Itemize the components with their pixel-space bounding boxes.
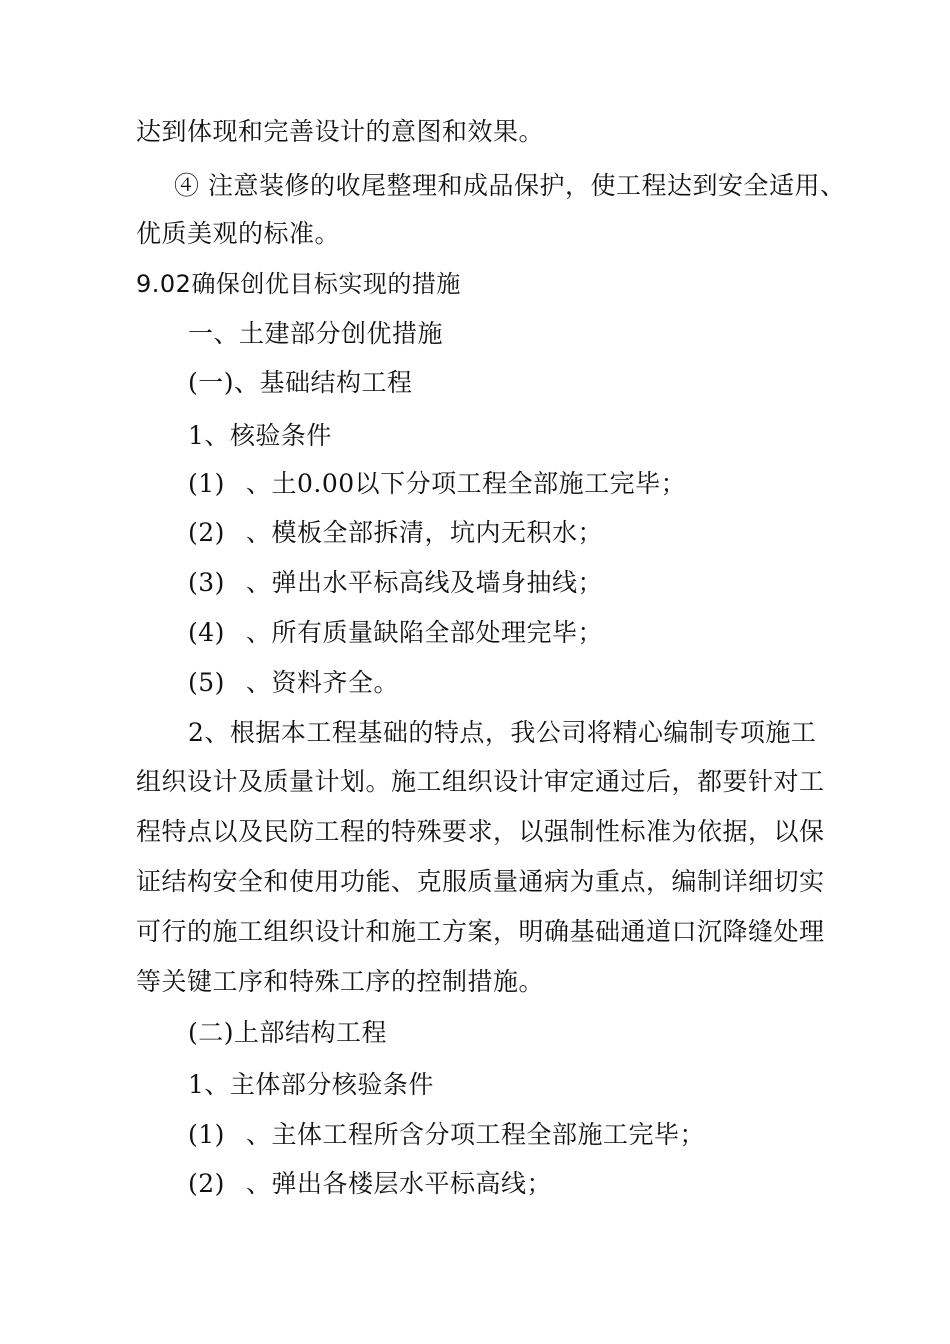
list-item [188,667,399,699]
paragraph-line: 2、根据本工程基础的特点，我公司将精心编制专项施工 [188,718,817,747]
subsection-heading: (一)、基础结构工程 [188,368,413,397]
item-heading: 1、主体部分核验条件 [188,1070,434,1099]
list-item [188,567,603,599]
list-item-4: ④ 注意装修的收尾整理和成品保护，使工程达到安全适用、 [174,171,846,200]
paragraph-line: 优质美观的标准。 [136,219,341,248]
item-heading: 1、核验条件 [188,421,332,450]
list-marker: (3) [188,568,225,597]
list-marker: (2) [188,1169,225,1198]
list-marker: (1) [188,469,225,498]
list-item-text: 、弹出水平标高线及墙身抽线； [246,568,604,597]
list-item-text: 、土0.00以下分项工程全部施工完毕； [246,469,687,498]
list-marker: (1) [188,1120,225,1149]
list-marker: (5) [188,668,225,697]
paragraph-line: 组织设计及质量计划。施工组织设计审定通过后，都要针对工 [136,767,825,796]
list-marker: (4) [188,618,225,647]
list-item-text: 、弹出各楼层水平标高线； [246,1169,553,1198]
paragraph-line: 证结构安全和使用功能、克服质量通病为重点，编制详细切实 [136,867,825,896]
list-item-text: 、主体工程所含分项工程全部施工完毕； [246,1120,706,1149]
list-item [188,517,603,549]
subsection-heading: 一、土建部分创优措施 [188,319,444,348]
paragraph-line: 可行的施工组织设计和施工方案，明确基础通道口沉降缝处理 [136,917,825,946]
list-item [188,1119,705,1151]
list-item-text: 、资料齐全。 [246,668,400,697]
list-marker: (2) [188,518,225,547]
list-item [188,617,603,649]
section-heading: 9.02确保创优目标实现的措施 [136,270,461,298]
paragraph-line: 等关键工序和特殊工序的控制措施。 [136,967,545,996]
list-item-text: 、模板全部拆清，坑内无积水； [246,518,604,547]
list-item-text: 、所有质量缺陷全部处理完毕； [246,618,604,647]
list-item [188,468,686,500]
subsection-heading: (二)上部结构工程 [188,1018,388,1047]
list-item [188,1168,552,1200]
paragraph-line: 程特点以及民防工程的特殊要求，以强制性标准为依据，以保 [136,817,825,846]
paragraph-line: 达到体现和完善设计的意图和效果。 [136,117,545,146]
